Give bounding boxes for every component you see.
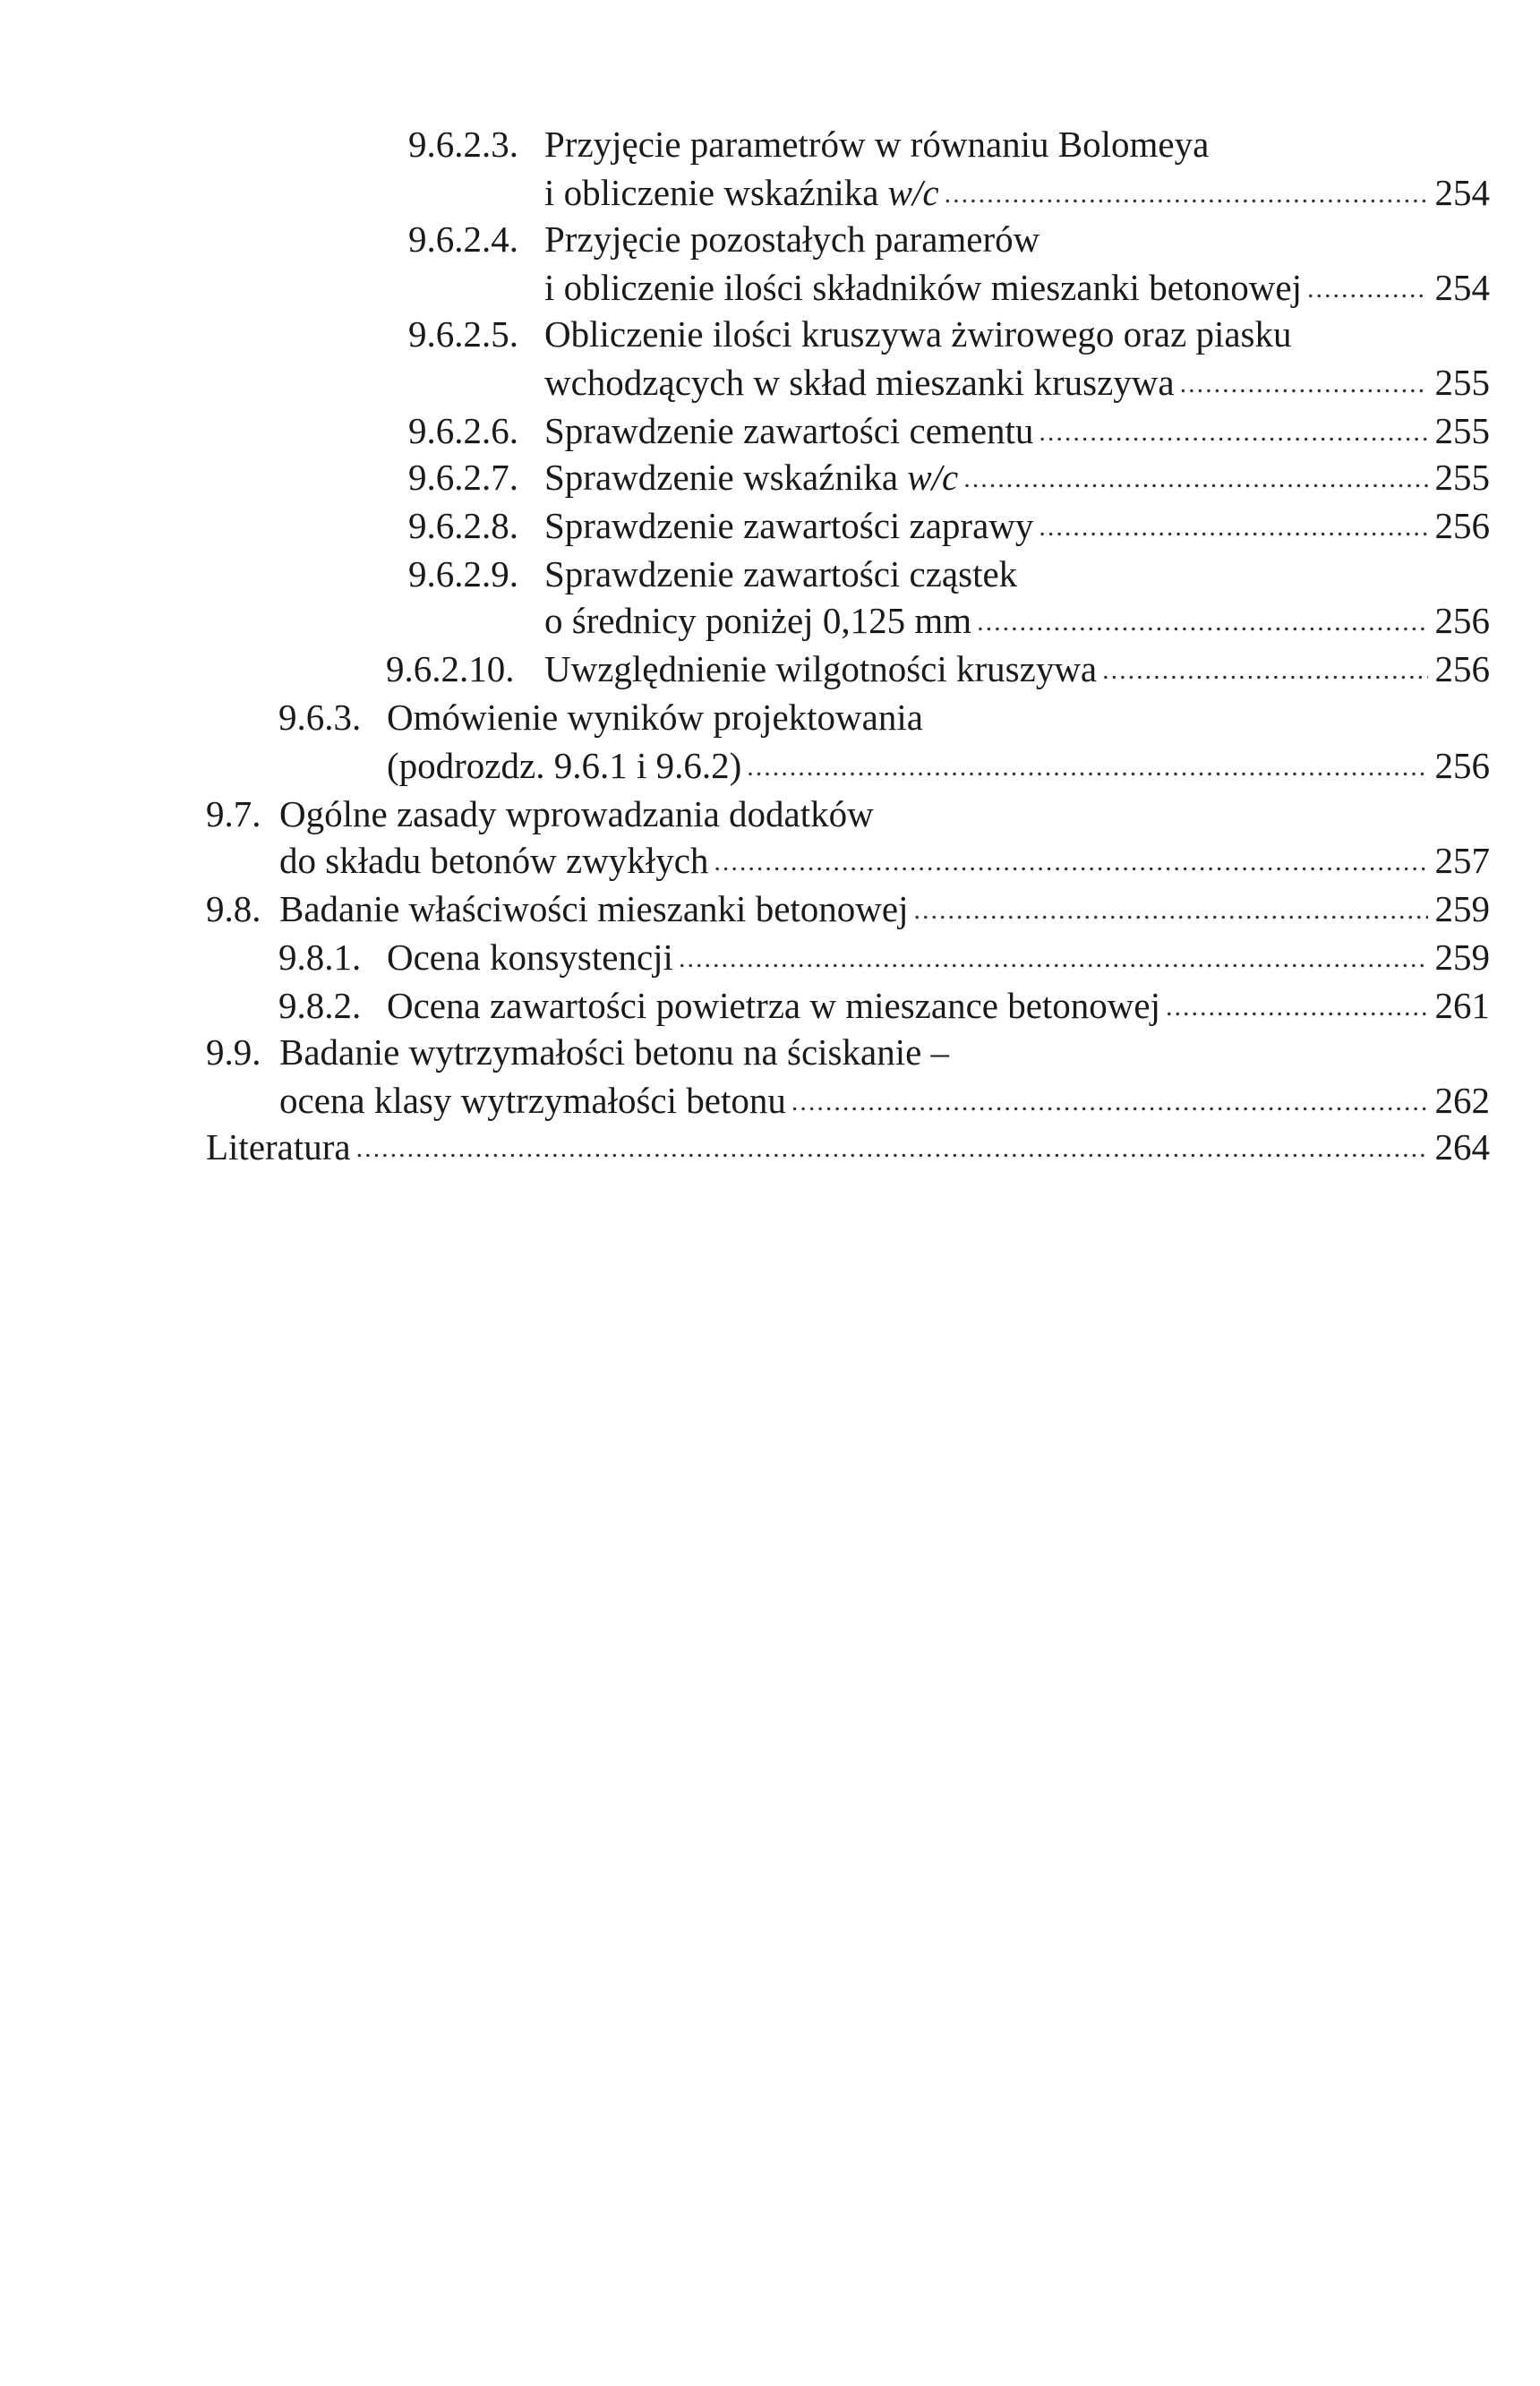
toc-page: 256 <box>1434 505 1490 546</box>
toc-line <box>206 885 1490 932</box>
toc-page: 256 <box>1434 600 1490 641</box>
toc-line <box>544 264 1490 311</box>
toc-page: 255 <box>1434 362 1490 403</box>
dot-leader <box>1102 647 1427 694</box>
toc-page: 259 <box>1434 936 1490 978</box>
toc-title: Sprawdzenie wskaźnika w/c <box>544 457 959 498</box>
toc-title: Sprawdzenie zawartości cementu <box>544 410 1034 451</box>
toc-title: Ogólne zasady wprowadzania dodatków <box>279 793 874 834</box>
dot-leader <box>356 1125 1428 1172</box>
toc-title: o średnicy poniżej 0,125 mm <box>544 600 972 641</box>
toc-title: Uwzględnienie wilgotności kruszywa <box>544 648 1098 689</box>
toc-line <box>408 407 1490 454</box>
toc-line <box>206 1029 949 1075</box>
toc-page: 255 <box>1434 457 1490 498</box>
toc-number: 9.6.2.7. <box>408 457 518 498</box>
toc-page: 256 <box>1434 745 1490 786</box>
toc-number: 9.6.2.10. <box>386 648 515 689</box>
toc-number: 9.6.2.4. <box>408 218 518 260</box>
toc-page: 257 <box>1434 840 1490 881</box>
toc-title: Sprawdzenie zawartości zaprawy <box>544 505 1034 546</box>
toc-title: Literatura <box>206 1126 351 1167</box>
toc-number: 9.6.2.8. <box>408 505 518 546</box>
dot-leader <box>914 887 1428 934</box>
toc-title: Sprawdzenie zawartości cząstek <box>544 553 1018 594</box>
dot-leader <box>791 1079 1428 1125</box>
toc-page: 262 <box>1434 1080 1490 1121</box>
toc-number: 9.8. <box>206 888 261 929</box>
toc-page: 261 <box>1434 985 1490 1026</box>
toc-title: Omówienie wyników projektowania <box>387 697 923 738</box>
toc-line <box>408 551 1017 597</box>
toc-page: 259 <box>1434 888 1490 929</box>
toc-page: 254 <box>1434 267 1490 308</box>
toc-title: Ocena konsystencji <box>387 936 673 978</box>
toc-number: 9.6.2.6. <box>408 410 518 451</box>
toc-page: 256 <box>1434 648 1490 689</box>
dot-leader <box>963 456 1427 502</box>
toc-line <box>387 742 1490 789</box>
dot-leader <box>747 744 1427 791</box>
toc-page: 264 <box>1434 1126 1490 1167</box>
toc-title: Badanie właściwości mieszanki betonowej <box>279 888 909 929</box>
toc-line <box>279 1077 1490 1124</box>
toc-line <box>279 837 1490 884</box>
toc-line <box>278 934 1490 980</box>
toc-title: do składu betonów zwykłych <box>279 840 709 881</box>
dot-leader <box>1039 409 1427 456</box>
dot-leader <box>679 936 1428 982</box>
toc-line <box>206 1124 1490 1170</box>
toc-number: 9.9. <box>206 1031 261 1073</box>
toc-number: 9.6.2.3. <box>408 124 518 165</box>
toc-page: 254 <box>1434 172 1490 213</box>
toc-title: Przyjęcie pozostałych paramerów <box>544 218 1040 260</box>
toc-number: 9.6.3. <box>278 697 362 738</box>
toc-title: i obliczenie ilości składników mieszanki betonowej <box>544 267 1302 308</box>
dot-leader <box>1039 504 1427 551</box>
toc-line <box>278 982 1490 1029</box>
dot-leader <box>714 839 1427 885</box>
toc-line <box>544 359 1490 406</box>
toc-number: 9.7. <box>206 793 261 834</box>
toc-line <box>544 169 1490 216</box>
toc-number: 9.6.2.9. <box>408 553 518 594</box>
toc-title: (podrozdz. 9.6.1 i 9.6.2) <box>387 745 742 786</box>
toc-title: Badanie wytrzymałości betonu na ściskanie – <box>279 1031 950 1073</box>
toc-line <box>206 791 874 837</box>
toc-title: Ocena zawartości powietrza w mieszance betonowej <box>387 985 1161 1026</box>
dot-leader <box>1166 984 1427 1031</box>
dot-leader <box>945 171 1428 218</box>
toc-number: 9.8.2. <box>278 985 362 1026</box>
dot-leader <box>1180 361 1428 407</box>
toc-title: ocena klasy wytrzymałości betonu <box>279 1080 786 1121</box>
toc-title: Przyjęcie parametrów w równaniu Bolomeya <box>544 124 1210 165</box>
toc-title: wchodzących w skład mieszanki kruszywa <box>544 362 1175 403</box>
toc-line <box>408 311 1292 357</box>
toc-number: 9.8.1. <box>278 936 362 978</box>
dot-leader <box>1307 266 1428 312</box>
toc-number: 9.6.2.5. <box>408 313 518 355</box>
toc-line <box>386 646 1490 692</box>
toc-page: 255 <box>1434 410 1490 451</box>
toc-line <box>544 597 1490 644</box>
dot-leader <box>977 599 1427 646</box>
toc-title: i obliczenie wskaźnika w/c <box>544 172 939 213</box>
toc-line <box>408 121 1209 167</box>
toc-line <box>408 502 1490 549</box>
toc-line <box>408 216 1040 262</box>
toc-line <box>278 694 923 740</box>
toc-line <box>408 454 1490 500</box>
toc-title: Obliczenie ilości kruszywa żwirowego oraz piasku <box>544 313 1292 355</box>
